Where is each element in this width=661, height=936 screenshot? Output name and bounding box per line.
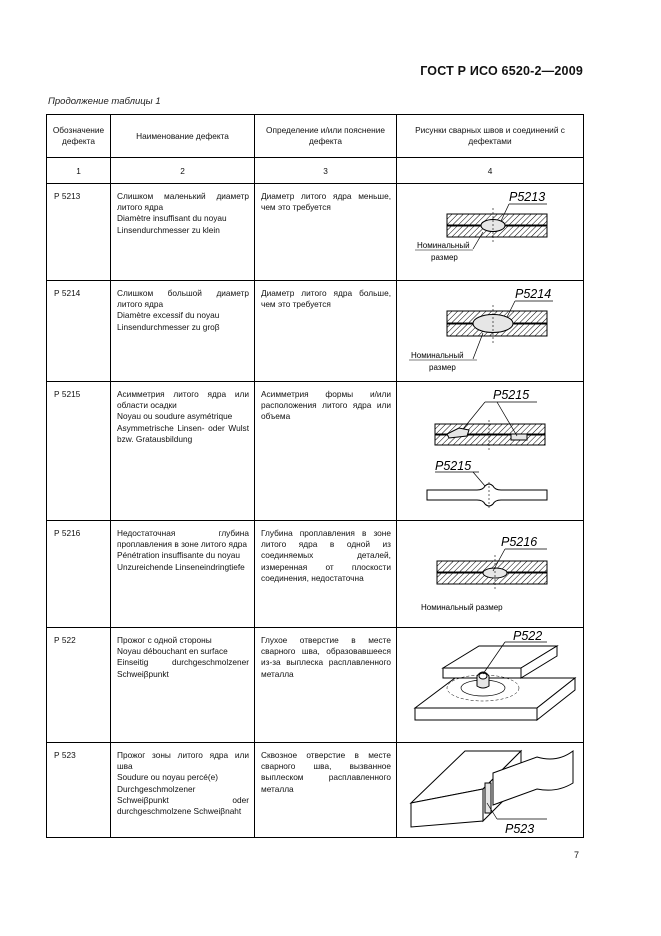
col-number: 4 (397, 158, 584, 184)
table-header-row (47, 115, 584, 158)
defect-code: Р 522 (47, 628, 111, 743)
defect-definition: Асимметрия формы и/или расположения литого ядра или объема (255, 382, 397, 521)
defect-definition: Диаметр литого ядра меньше, чем это требуется (255, 184, 397, 281)
table-row (47, 743, 584, 838)
table-row (47, 521, 584, 628)
defect-name-de: Einseitig durchgeschmolzener Schweiβpunkt (117, 657, 249, 679)
defect-name (111, 628, 255, 743)
defect-name-ru: Асимметрия литого ядра или области осадки (117, 389, 249, 411)
defect-name-fr: Diamètre excessif du noyau (117, 310, 220, 321)
defect-name (111, 521, 255, 628)
burn-through-figure (397, 628, 584, 742)
burn-through-figure (397, 743, 584, 837)
defect-name-fr: Noyau ou soudure asymétrique (117, 411, 233, 422)
figure-label: P5215 (493, 388, 530, 402)
defect-name (111, 382, 255, 521)
defect-name-ru: Слишком маленький диаметр литого ядра (117, 191, 249, 213)
table-row (47, 281, 584, 382)
figure-label: P523 (505, 822, 535, 836)
table-caption: Продолжение таблицы 1 (48, 96, 161, 107)
defect-name-fr: Diamètre insuffisant du noyau (117, 213, 227, 224)
defect-figure (397, 184, 584, 281)
table-row (47, 382, 584, 521)
col-header-name: Наименование дефекта (111, 115, 255, 158)
figure-label: P5213 (509, 190, 546, 204)
defect-definition: Диаметр литого ядра больше, чем это требуется (255, 281, 397, 382)
defect-code: Р 5214 (47, 281, 111, 382)
col-number: 1 (47, 158, 111, 184)
defect-figure (397, 628, 584, 743)
spot-weld-figure (397, 521, 584, 627)
defect-name-de: Durchgeschmolzener Schweiβpunkt oder durchgeschmolzene Schweiβnaht (117, 783, 249, 817)
defect-name-de: Asymmetrische Linsen- oder Wulst bzw. Gratausbildung (117, 422, 249, 444)
defect-code: Р 5213 (47, 184, 111, 281)
defect-name (111, 743, 255, 838)
col-header-code: Обозначение дефекта (47, 115, 111, 158)
defect-name-de: Linsendurchmesser zu groβ (117, 321, 220, 332)
figure-label: P522 (513, 629, 543, 643)
col-number: 3 (255, 158, 397, 184)
spot-weld-figure (397, 184, 584, 280)
defect-name-ru: Прожог зоны литого ядра или шва (117, 750, 249, 772)
defect-figure (397, 521, 584, 628)
figure-note: размер (429, 363, 456, 372)
page-number: 7 (573, 850, 579, 860)
defect-figure (397, 382, 584, 521)
defect-name-fr: Pénétration insuffisante du noyau (117, 550, 241, 561)
defect-name-de: Linsendurchmesser zu klein (117, 224, 220, 235)
col-header-figures: Рисунки сварных швов и соединений с дефектами (397, 115, 584, 158)
defect-name-ru: Недостаточная глубина проплавления в зоне литого ядра (117, 528, 249, 550)
defect-name-de: Unzureichende Linseneindringtiefe (117, 561, 245, 572)
figure-label: P5214 (515, 287, 552, 301)
figure-note: Номинальный (411, 351, 464, 360)
defect-code: Р 523 (47, 743, 111, 838)
figure-label: P5215 (435, 459, 472, 473)
figure-note: Номинальный (417, 241, 470, 250)
defect-definition: Глухое отверстие в месте сварного шва, образовавшееся из-за выплеска расплавленного металла (255, 628, 397, 743)
defect-definition: Сквозное отверстие в месте сварного шва, вызванное выплеском расплавленного металла (255, 743, 397, 838)
col-number: 2 (111, 158, 255, 184)
defect-code: Р 5215 (47, 382, 111, 521)
document-header: ГОСТ Р ИСО 6520-2—2009 (420, 64, 583, 78)
defects-table (46, 114, 584, 838)
figure-note: Номинальный размер (421, 603, 503, 612)
column-number-row (47, 158, 584, 184)
defect-name (111, 281, 255, 382)
defect-name-ru: Прожог с одной стороны (117, 635, 212, 645)
spot-weld-figure (397, 281, 584, 381)
defect-name (111, 184, 255, 281)
spot-weld-figure (397, 382, 584, 520)
defect-code: Р 5216 (47, 521, 111, 628)
defect-name-ru: Слишком большой диаметр литого ядра (117, 288, 249, 310)
figure-note: размер (431, 253, 458, 262)
defect-definition: Глубина проплавления в зоне литого ядра в одной из соединяемых деталей, измеренная от плоскости соединения, недостаточна (255, 521, 397, 628)
defect-figure (397, 281, 584, 382)
defect-name-fr: Soudure ou noyau percé(e) (117, 772, 219, 783)
col-header-definition: Определение и/или пояснение дефекта (255, 115, 397, 158)
defect-figure (397, 743, 584, 838)
figure-label: P5216 (501, 535, 538, 549)
table-row (47, 184, 584, 281)
table-row (47, 628, 584, 743)
defect-name-fr: Noyau débouchant en surface (117, 646, 228, 657)
